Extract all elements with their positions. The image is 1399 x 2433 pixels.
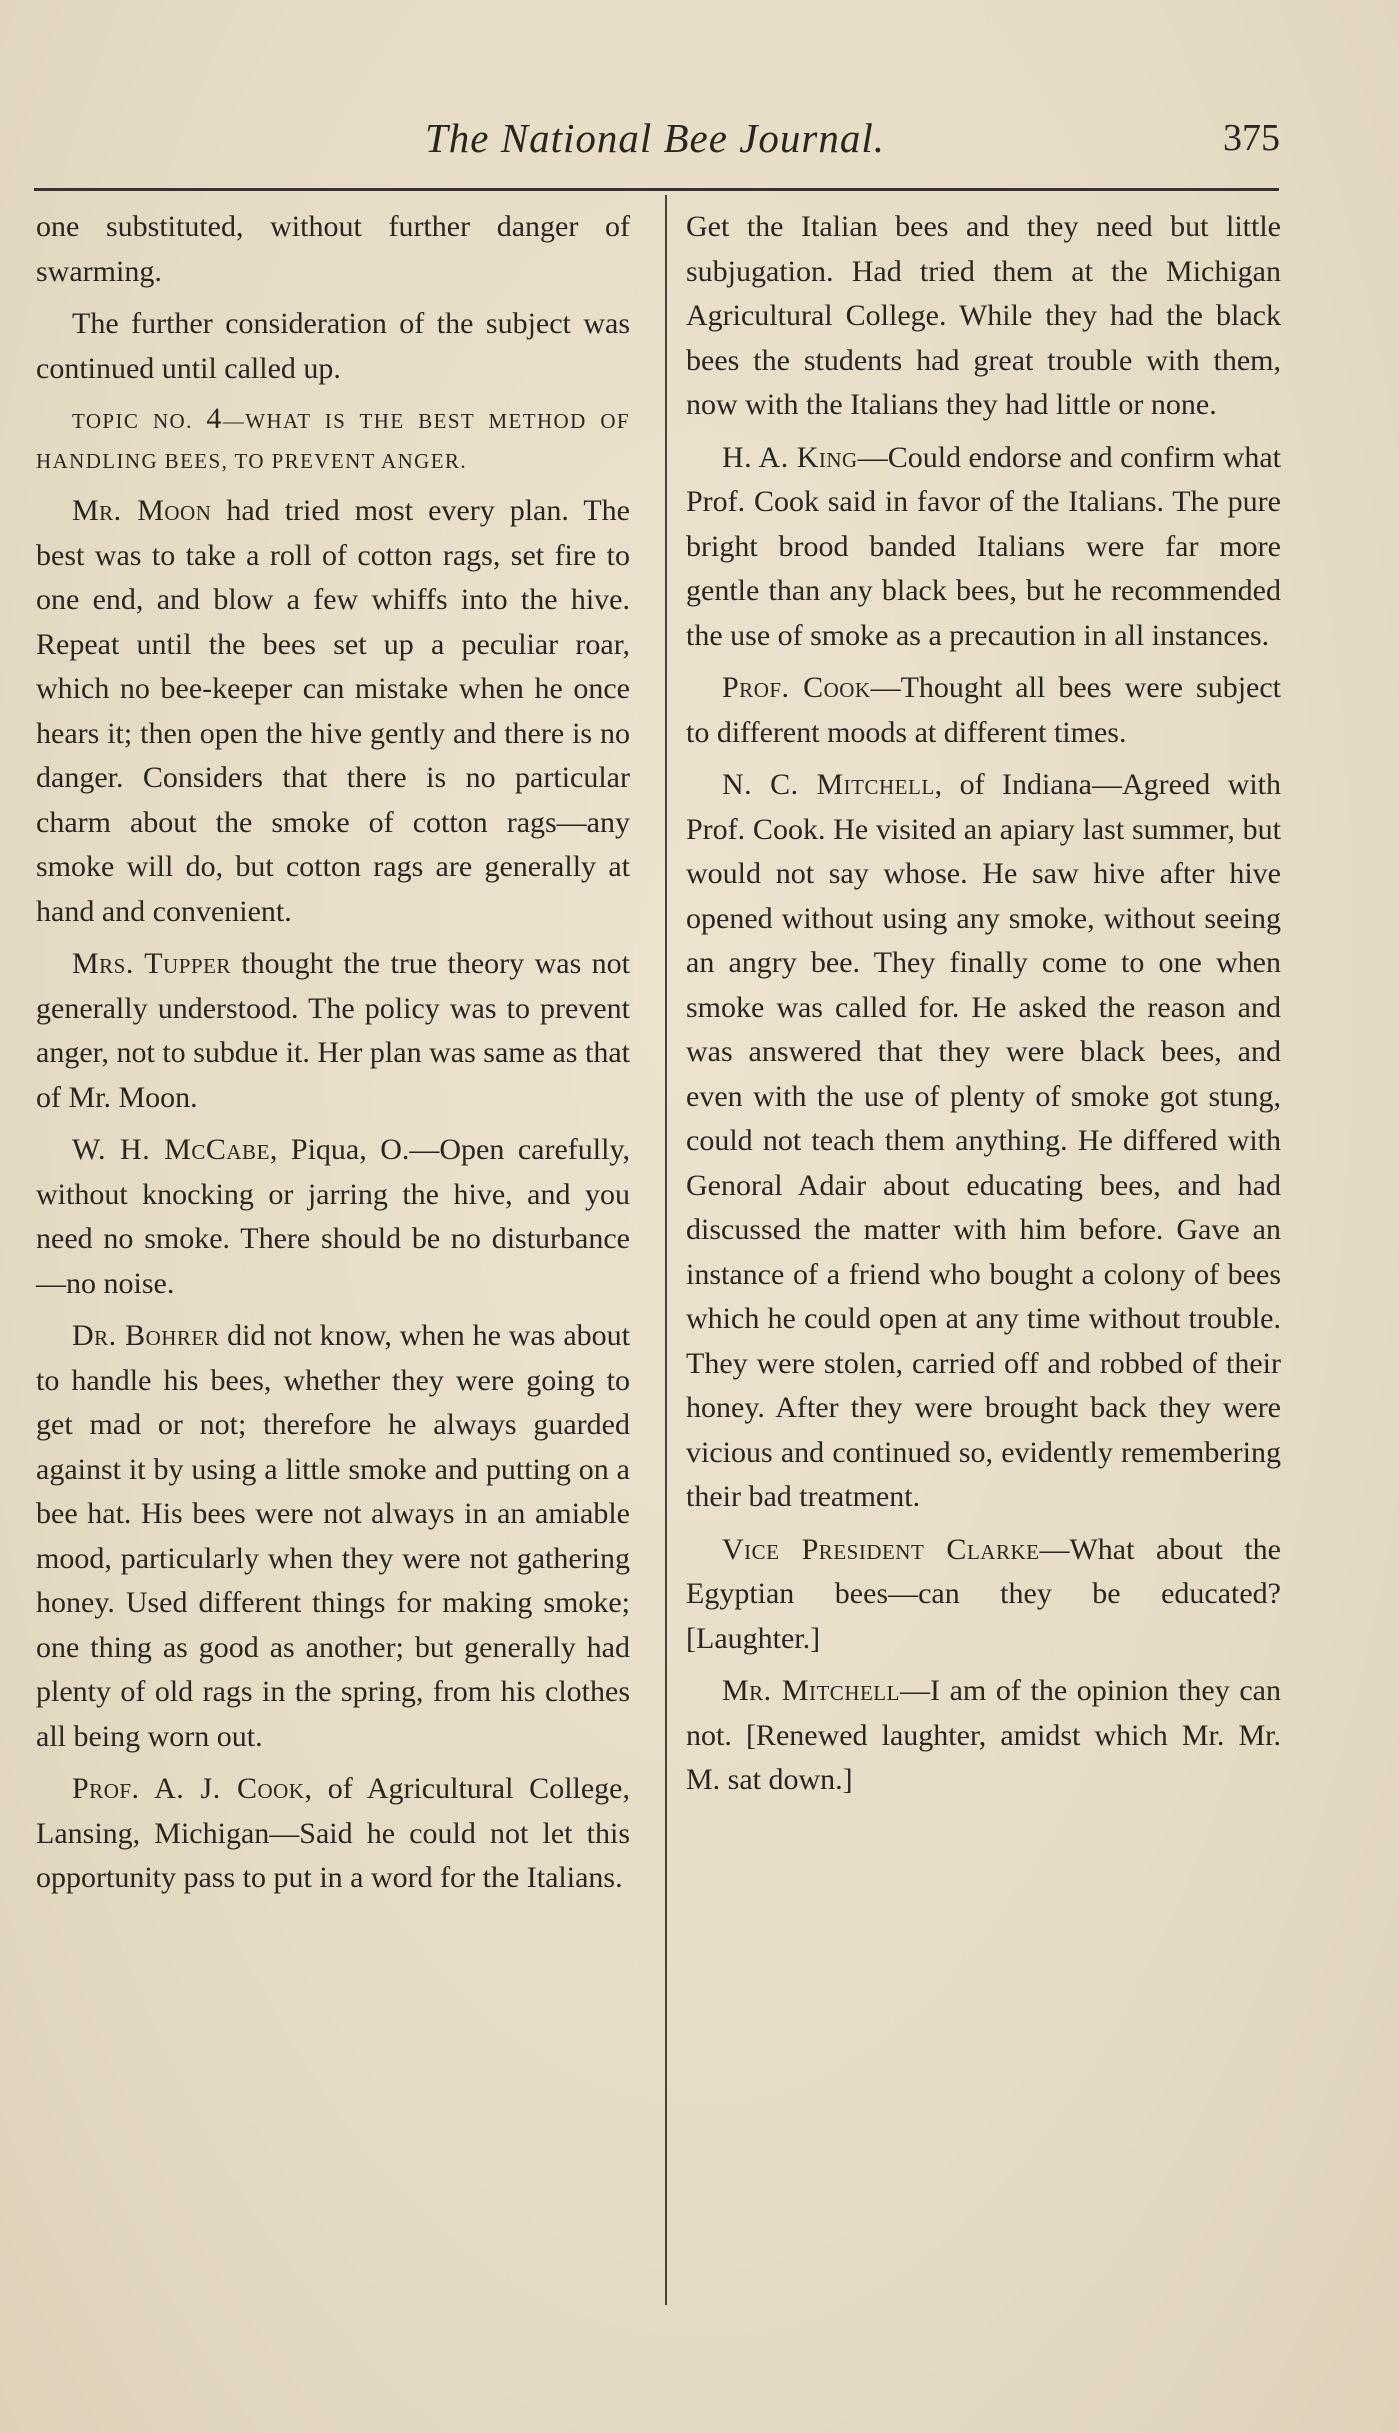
topic-text: —WHAT IS THE BEST METHOD OF HANDLING BEES, TO PREVENT ANGER.	[36, 409, 630, 473]
speaker-name: Mr. Mitchell	[722, 1674, 900, 1707]
paragraph	[686, 1669, 1281, 1803]
paragraph	[36, 1767, 630, 1901]
speaker-name: Prof. A. J. Cook	[72, 1772, 305, 1805]
paragraph	[686, 436, 1281, 659]
paragraph: The further consideration of the subject was continued until called up.	[36, 307, 630, 385]
speaker-name: Mrs. Tupper	[72, 947, 231, 980]
paragraph: Get the Italian bees and they need but little subjugation. Had tried them at the Michigan Agricultural College. While they had the black bees the students had great trouble with them, now with the Italians they had little or none.	[686, 210, 1281, 421]
paragraph-text: , of Agricultural College, Lansing, Michigan—Said he could not let this opportunity pass to put in a word for the Italians.	[36, 1772, 630, 1894]
topic-heading	[36, 399, 630, 481]
topic-number: 4	[206, 402, 223, 435]
paragraph-text: had tried most every plan. The best was to take a roll of cotton rags, set fire to one end, and blow a few whiffs into the hive. Repeat until the bees set up a peculiar roar, which no bee-keeper can mistake when he once hears it; then open the hive gently and there is no danger. Considers that there is no particular charm about the smoke of cotton rags—any smoke will do, but cotton rags are generally at hand and convenient.	[36, 494, 630, 928]
speaker-name: H. A. King	[722, 440, 858, 474]
left-column	[36, 205, 630, 1909]
paragraph-text: , of Indiana—Agreed with Prof. Cook. He visited an apiary last summer, but would not say whose. He saw hive after hive opened without using any smoke, without seeing an angry bee. They finally come to one when smoke was called for. He asked the reason and was answered that they were black bees, and even with the use of plenty of smoke got stung, could not teach them anything. He differed with Genoral Adair about educating bees, and had discussed the matter with him before. Gave an instance of a friend who bought a colony of bees which he could open at any time without trouble. They were stolen, carried off and robbed of their honey. After they were brought back they were vicious and continued so, evidently remembering their bad treatment.	[686, 768, 1281, 1513]
header-rule	[34, 188, 1279, 191]
page-header	[30, 108, 1280, 168]
paragraph	[686, 1528, 1281, 1662]
speaker-name: Dr. Bohrer	[72, 1319, 220, 1352]
paragraph-text: did not know, when he was about to handle his bees, whether they were going to get mad or not; therefore he always guarded against it by using a little smoke and putting on a bee hat. His bees were not always in an amiable mood, particularly when they were not gathering honey. Used different things for making smoke; one thing as good as another; but generally had plenty of old rags in the spring, from his clothes all being worn out.	[36, 1319, 630, 1753]
speaker-name: Vice President Clarke	[722, 1532, 1040, 1566]
paragraph	[36, 1128, 630, 1306]
speaker-name: N. C. Mitchell	[722, 768, 935, 801]
paragraph-text: —Could endorse and confirm what Prof. Cook said in favor of the Italians. The pure bright brood banded Italians were far more gentle than any black bees, but he recommended the use of smoke as a precaution in all instances.	[686, 440, 1281, 652]
right-column	[686, 205, 1281, 1811]
paragraph	[36, 489, 630, 934]
speaker-name: W. H. McCabe	[72, 1133, 270, 1166]
paragraph: one substituted, without further danger of swarming.	[36, 210, 630, 288]
paragraph-text: —I am of the opinion they can not. [Renewed laughter, amidst which Mr. Mr. M. sat down.]	[686, 1674, 1281, 1796]
paragraph	[36, 942, 630, 1120]
topic-prefix: TOPIC NO.	[72, 409, 193, 433]
speaker-name: Prof. Cook	[722, 671, 871, 704]
paragraph-text: thought the true theory was not generally understood. The policy was to prevent anger, not to subdue it. Her plan was same as that of Mr. Moon.	[36, 947, 630, 1114]
speaker-name: Mr. Moon	[72, 494, 212, 527]
paragraph	[36, 1314, 630, 1759]
paragraph-text: —What about the Egyptian bees—can they be educated? [Laughter.]	[686, 1532, 1281, 1655]
journal-title: The National Bee Journal.	[424, 115, 885, 161]
page-number: 375	[1223, 117, 1280, 159]
paragraph	[686, 763, 1281, 1520]
paragraph	[686, 666, 1281, 755]
paragraph-text: , Piqua, O.—Open carefully, without knocking or jarring the hive, and you need no smoke. There should be no disturbance—no noise.	[36, 1133, 630, 1300]
column-divider	[665, 195, 667, 2305]
paragraph-text: —Thought all bees were subject to different moods at different times.	[686, 671, 1281, 749]
